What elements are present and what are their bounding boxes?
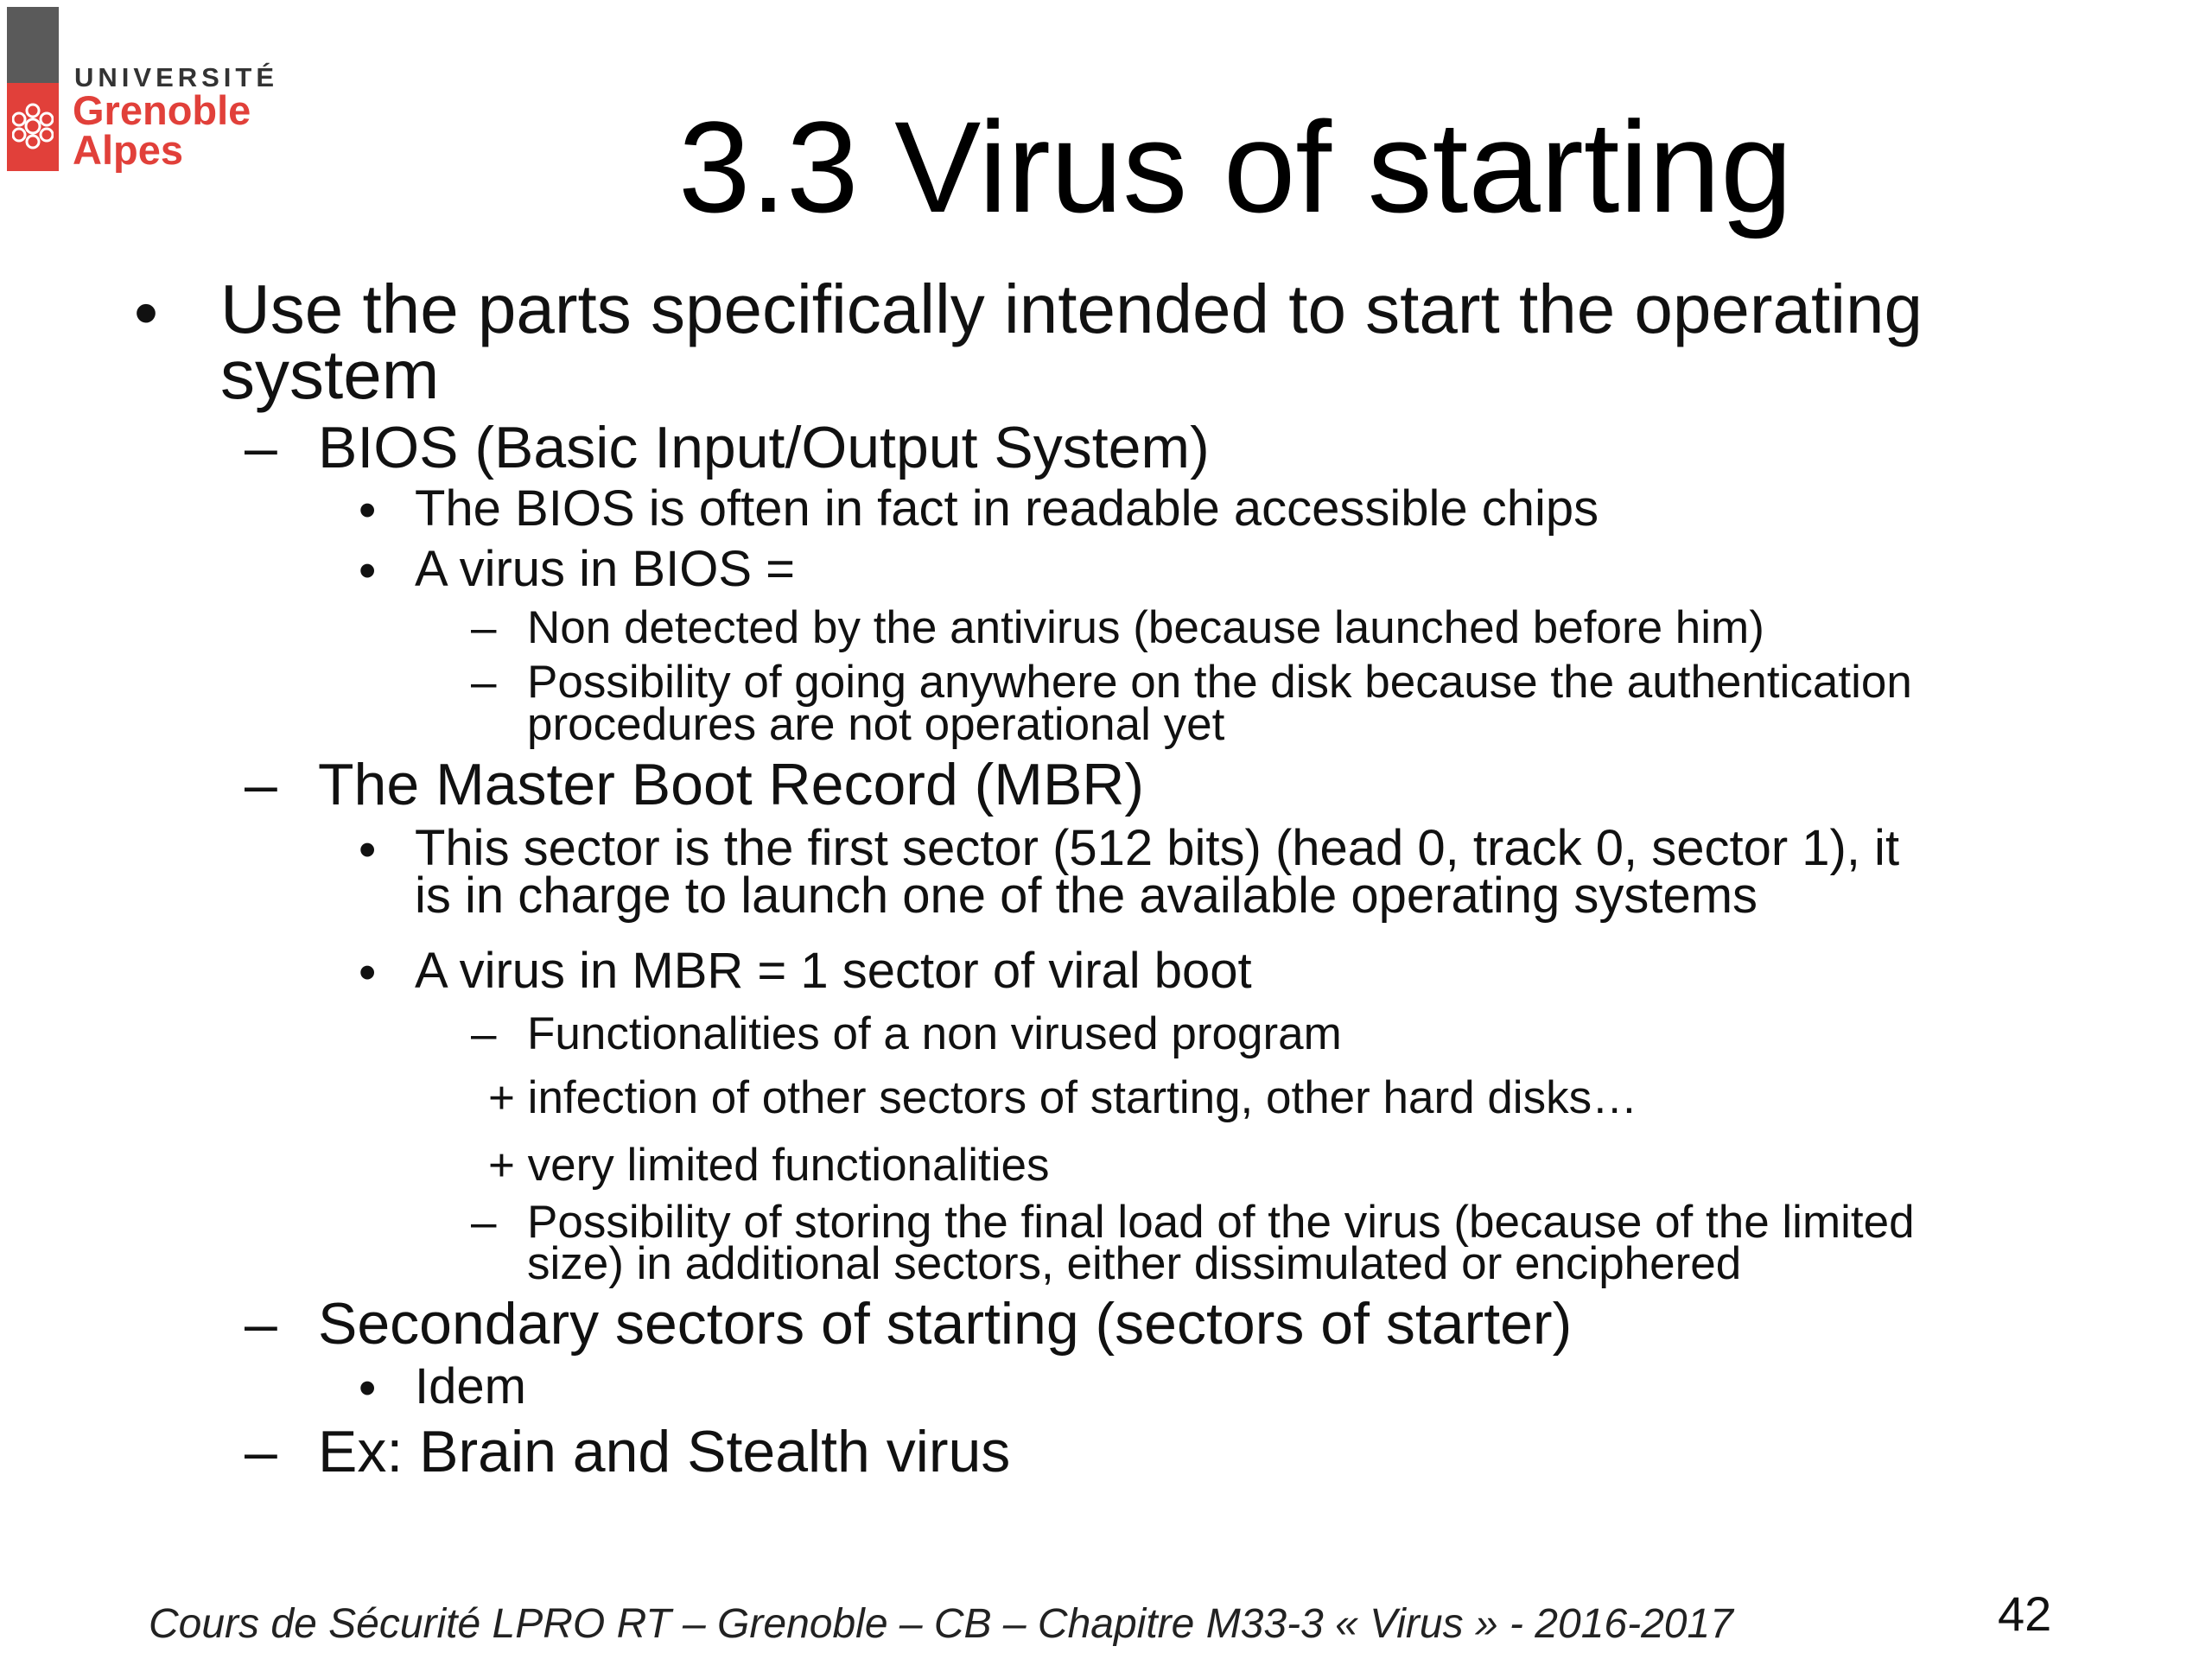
bios-possibility-line1: Possibility of going anywhere on the disk because the authentication: [527, 657, 1912, 708]
mbr-limited-functionalities: + very limited functionalities: [488, 1140, 1050, 1191]
secondary-sectors-heading: Secondary sectors of starting (sectors of starter): [318, 1291, 1573, 1357]
dash-marker: –: [471, 1197, 497, 1248]
bullet-marker: •: [359, 944, 377, 1001]
logo-university-text: UNIVERSITÉ: [74, 62, 279, 92]
bios-virus: A virus in BIOS =: [415, 541, 796, 597]
bullet-use-parts-line1: Use the parts specifically intended to start the operating: [220, 270, 1923, 347]
dash-marker: –: [245, 415, 277, 480]
logo-red-bar: [7, 83, 59, 171]
dash-marker: –: [245, 1291, 277, 1357]
mbr-sector-line2: is in charge to launch one of the available operating systems: [415, 868, 1758, 924]
bios-heading: BIOS (Basic Input/Output System): [318, 415, 1210, 480]
dash-marker: –: [471, 657, 497, 708]
bullet-marker: •: [359, 482, 377, 538]
bullet-use-parts-line2: system: [220, 336, 440, 413]
bullet-marker: •: [134, 274, 159, 351]
flower-icon: [12, 93, 54, 159]
logo-grey-bar: [7, 7, 59, 83]
bios-non-detected: Non detected by the antivirus (because launched before him): [527, 602, 1764, 653]
secondary-idem: Idem: [415, 1358, 526, 1414]
mbr-infection: + infection of other sectors of starting, other hard disks…: [488, 1072, 1638, 1123]
bios-possibility-line2: procedures are not operational yet: [527, 699, 1225, 750]
bullet-marker: •: [359, 1360, 377, 1416]
mbr-storing-line1: Possibility of storing the final load of the virus (because of the limited: [527, 1197, 1915, 1248]
mbr-sector-line1: This sector is the first sector (512 bits) (head 0, track 0, sector 1), it: [415, 820, 1900, 876]
slide-footer: Cours de Sécurité LPRO RT – Grenoble – CB – Chapitre M33-3 « Virus » - 2016-2017: [149, 1601, 1733, 1647]
bios-readable-chips: The BIOS is often in fact in readable accessible chips: [415, 480, 1599, 537]
mbr-virus: A virus in MBR = 1 sector of viral boot: [415, 943, 1252, 999]
mbr-heading: The Master Boot Record (MBR): [318, 752, 1145, 817]
slide-title: 3.3 Virus of starting: [678, 94, 1793, 239]
page-number: 42: [1998, 1586, 2052, 1641]
example-brain-stealth: Ex: Brain and Stealth virus: [318, 1419, 1011, 1484]
dash-marker: –: [245, 752, 277, 817]
dash-marker: –: [471, 602, 497, 653]
dash-marker: –: [245, 1419, 277, 1484]
logo-alpes-text: Alpes: [73, 127, 183, 173]
university-logo: [7, 7, 279, 173]
mbr-storing-line2: size) in additional sectors, either dissimulated or enciphered: [527, 1238, 1742, 1289]
dash-marker: –: [471, 1008, 497, 1059]
logo-grenoble-text: Grenoble: [73, 87, 251, 133]
mbr-functionalities: Functionalities of a non virused program: [527, 1008, 1342, 1059]
bullet-marker: •: [359, 543, 377, 599]
bullet-marker: •: [359, 822, 377, 878]
